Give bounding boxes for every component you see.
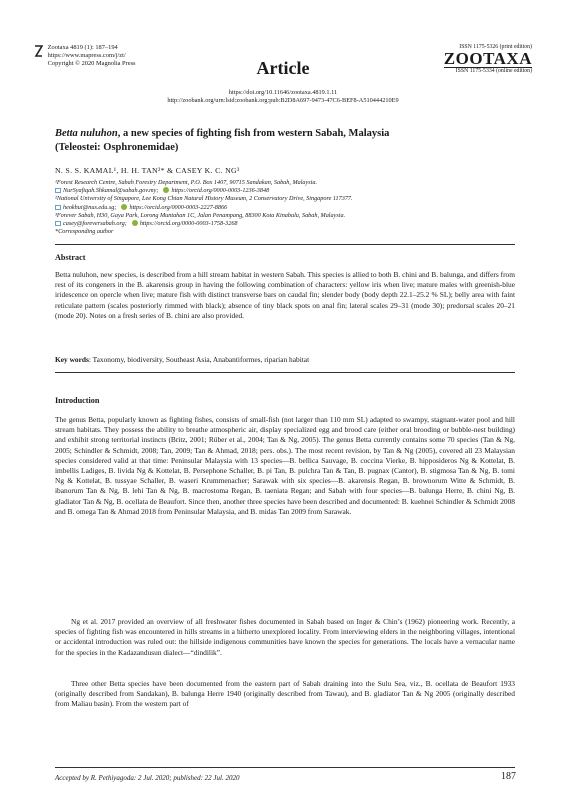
affiliation-1: ¹Forest Research Centre, Sabah Forestry Department, P.O. Box 1407, 90715 Sandakan, Sabah, Malaysia.	[55, 179, 318, 186]
zootaxa-logo-icon	[34, 44, 43, 58]
divider	[55, 244, 515, 245]
keywords-label: Key words	[55, 355, 89, 364]
orcid-link-1[interactable]: https://orcid.org/0000-0003-1236-3848	[171, 187, 270, 195]
accepted-line: Accepted by R. Pethiyagoda: 2 Jul. 2020; published: 22 Jul. 2020	[55, 774, 240, 782]
journal-header-right	[444, 44, 532, 75]
email-link-2[interactable]: heokhui@nus.edu.sg;	[63, 203, 117, 211]
orcid-icon	[163, 187, 169, 193]
affiliation-3: ³Forever Sabah, H30, Gaya Park, Lorong Muntahan 1C, Jalan Penampang, 88300 Kota Kinabalu, Sabah, Malaysia.	[55, 211, 346, 219]
email-link-1[interactable]: NurSyafiqah.Shkamal@sabah.gov.my;	[63, 187, 159, 195]
email-icon	[55, 188, 61, 193]
abstract-text: Betta nuluhon, new species, is described from a hill stream habitat in western Sabah. This species is allied to both B. chini and B. balunga, and differs from rest of its congeners in the B. akarensis group in having the following combination of characters: yellow iris when live; mature males with greenish-blue iridescence on opercle when live; mature fish with distinct transverse bars on caudal fin; slender body (body depth 22.1–25.2 % SL); belly area with faint reticulate pattern (scales posteriorly rimmed with black); absence of tiny black spots on anal fin; lateral scales 29–31 (mode 30); predorsal scales 20–21 (mode 20). Notes on a fresh series of B. chini are also provided.	[55, 270, 515, 320]
keywords-text: : Taxonomy, biodiversity, Southeast Asia, Anabantiformes, riparian habitat	[88, 355, 310, 364]
article-label: Article	[256, 58, 310, 78]
title-line-2: (Teleostei: Osphronemidae)	[55, 142, 179, 153]
orcid-icon	[132, 220, 138, 226]
paper-title	[55, 127, 515, 155]
affiliations	[55, 179, 515, 236]
lsid-link[interactable]: http://zoobank.org/urn:lsid:zoobank.org:pub:B2D8A697-9473-47C6-BEF8-A510444210E9	[167, 97, 399, 105]
divider	[55, 372, 515, 373]
introduction-heading: Introduction	[55, 396, 100, 405]
introduction-paragraph-3: Three other Betta species have been documented from the eastern part of Sabah draining into the Sulu Sea, viz., B. ocellata de Beaufort 1933 (originally described from Sandakan), B. balunga Herre 1940 (originally described from Tawau), and B. gladiator Tan & Ng 2005 (originally described from Maliau basin). From the western part of	[55, 679, 515, 709]
introduction-paragraph-2: Ng et al. 2017 provided an overview of all freshwater fishes documented in Sabah based on Inger & Chin’s (1962) pioneering work. Recently, a species of fighting fish was encountered in hills streams in a hitherto unexplored locality. From interviewing elders in the neighboring villages, intentional or accidental introduction was ruled out: the hillside indigenous communities have known the species for generations. The locals have a vernacular name for the species in the Kadazandusun dialect—“dindilik”.	[55, 617, 515, 657]
abstract-heading: Abstract	[55, 253, 86, 262]
email-link-3[interactable]: casey@foreversabah.org;	[63, 220, 127, 228]
author-list: N. S. S. KAMAL¹, H. H. TAN²* & CASEY K. C. NG³	[55, 166, 240, 175]
zootaxa-brand: ZOOTAXA	[443, 49, 532, 68]
orcid-icon	[121, 204, 127, 210]
journal-citation: Zootaxa 4819 (1): 187–194	[47, 44, 118, 51]
email-icon	[55, 221, 61, 226]
orcid-link-2[interactable]: https://orcid.org/0000-0003-2227-8866	[129, 203, 228, 211]
email-icon	[55, 205, 61, 210]
doi-block	[0, 89, 566, 106]
page-number: 187	[501, 771, 516, 782]
orcid-link-3[interactable]: https://orcid.org/0000-0003-1758-3268	[139, 220, 238, 228]
copyright-line: Copyright © 2020 Magnolia Press	[47, 60, 136, 68]
footer-divider	[55, 767, 515, 768]
corresponding-author-note: *Corresponding author	[55, 228, 114, 236]
issn-online: ISSN 1175-5334 (online edition)	[455, 68, 532, 74]
keywords	[55, 355, 515, 365]
introduction-paragraph-1: The genus Betta, popularly known as fighting fishes, consists of small-fish (not larger than 110 mm SL) adapted to swampy, stagnant-water pool and hill stream habitats. They possess the ability to breathe atmospheric air, display specialized egg and brood care (either oral brooding or bubble-nest building) and exhibit strong territorial instincts (Britz, 2001; Rüber et al., 2004; Tan & Ng, 2005). The genus Betta currently contains some 70 species (Tan & Ng, 2005; Schindler & Schmidt, 2008; Tan, 2009; Tan & Ahmad, 2018; pers. obs.). The most recent revision, by Tan & Ng (2005), covered all 23 Malaysian species considered valid at that time: Peninsular Malaysia with 13 species—B. bellica Sauvage, B. coccina Vierke, B. hipposideros Ng & Kottelat, B. imbellis Ladiges, B. livida Ng & Kottelat, B. Persephone Schaller, B. pi Tan, B. pulchra Tan & Tan, B. pugnax (Cantor), B. stigmosa Tan & Ng, B. tomi Ng & Kottelat, B. tussyae Schaller, B. waseri Krummenacher; Sarawak with six species—B. akarensis Regan, B. brownorum Witte & Schmidt, B. ibanorum Tan & Ng, B. lehi Tan & Ng, B. macrostoma Regan, B. taeniata Regan; and Sabah with four species—B. balunga Herre, B. chini Ng, B. gladiator Tan & Ng, B. ocellata de Beaufort. Since then, another three species have been described and documented: B. kuehnei Schindler & Schmidt 2008 and B. omega Tan & Ahmad 2018 from Peninsular Malaysia, and B. midas Tan 2009 from Sarawak.	[55, 415, 515, 516]
issn-print: ISSN 1175-5326 (print edition)	[459, 44, 532, 50]
affiliation-2: ²National University of Singapore, Lee Kong Chian Natural History Museum, 2 Conservatory Drive, Singapore 117377.	[55, 195, 353, 203]
journal-website-link[interactable]: https://www.mapress.com/j/zt/	[47, 52, 126, 60]
title-rest: , a new species of fighting fish from western Sabah, Malaysia	[117, 128, 390, 139]
doi-link[interactable]: https://doi.org/10.11646/zootaxa.4819.1.11	[228, 89, 338, 96]
title-species-name: Betta nuluhon	[55, 128, 118, 139]
